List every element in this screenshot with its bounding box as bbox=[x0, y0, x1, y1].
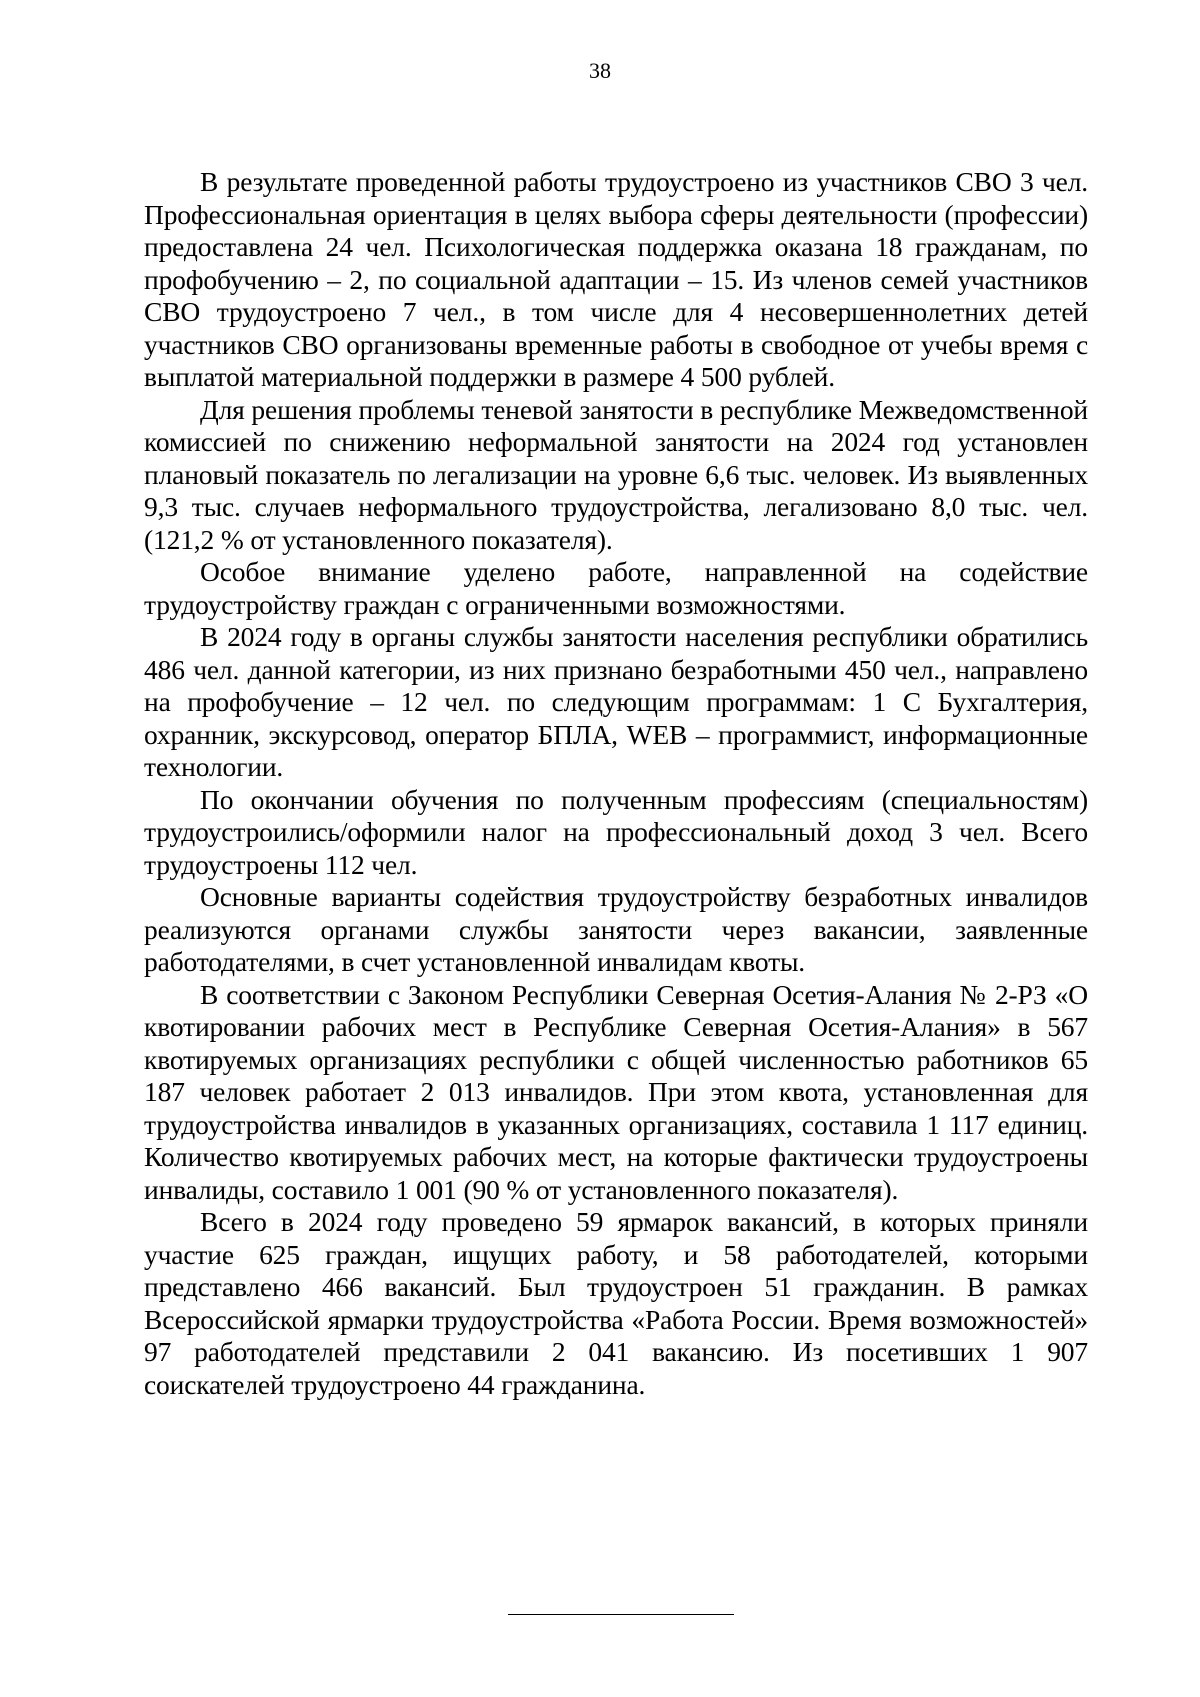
page-number: 38 bbox=[589, 58, 611, 83]
paragraph-training-results: По окончании обучения по полученным профессиям (специальностям) трудоустроились/оформили налог на профессиональный доход 3 чел. Всего трудоустроены 112 чел. bbox=[144, 783, 1088, 880]
paragraph-quota-law: В соответствии с Законом Республики Северная Осетия-Алания № 2-РЗ «О квотировании рабочих мест в Республике Северная Осетия-Алания» в 567 квотируемых организациях республики с общей численностью работников 65 187 человек работает 2 013 инвалидов. При этом квота, установленная для трудоустройства инвалидов в указанных организациях, составила 1 117 единиц. Количество квотируемых рабочих мест, на которые фактически трудоустроены инвалиды, составило 1 001 (90 % от установленного показателя). bbox=[144, 978, 1088, 1205]
paragraph-informal-employment: Для решения проблемы теневой занятости в республике Межведомственной комиссией по снижению неформальной занятости на 2024 год установлен плановый показатель по легализации на уровне 6,6 тыс. человек. Из выявленных 9,3 тыс. случаев неформального трудоустройства, легализовано 8,0 тыс. чел. (121,2 % от установленного показателя). bbox=[144, 393, 1088, 555]
paragraph-job-fairs: Всего в 2024 году проведено 59 ярмарок вакансий, в которых приняли участие 625 граждан, ищущих работу, и 58 работодателей, которыми представлено 466 вакансий. Был трудоустроен 51 гражданин. В рамках Всероссийской ярмарки трудоустройства «Работа России. Время возможностей» 97 работодателей представили 2 041 вакансию. Из посетивших 1 907 соискателей трудоустроено 44 гражданина. bbox=[144, 1206, 1088, 1400]
document-body bbox=[144, 166, 1088, 1401]
closing-divider-line bbox=[508, 1614, 734, 1615]
paragraph-assistance-options: Основные варианты содействия трудоустройству безработных инвалидов реализуются органами службы занятости через вакансии, заявленные работодателями, в счет установленной инвалидам квоты. bbox=[144, 881, 1088, 977]
paragraph-2024-applicants: В 2024 году в органы службы занятости населения республики обратились 486 чел. данной категории, из них признано безработными 450 чел., направлено на профобучение – 12 чел. по следующим программам: 1 С Бухгалтерия, охранник, экскурсовод, оператор БПЛА, WEB – программист, информационные технологии. bbox=[144, 621, 1088, 782]
paragraph-svo-employment: В результате проведенной работы трудоустроено из участников СВО 3 чел. Профессиональная ориентация в целях выбора сферы деятельности (профессии) предоставлена 24 чел. Психологическая поддержка оказана 18 гражданам, по профобучению – 2, по социальной адаптации – 15. Из членов семей участников СВО трудоустроено 7 чел., в том числе для 4 несовершеннолетних детей участников СВО организованы временные работы в свободное от учебы время с выплатой материальной поддержки в размере 4 500 рублей. bbox=[144, 166, 1088, 392]
paragraph-disabled-focus: Особое внимание уделено работе, направленной на содействие трудоустройству граждан с ограниченными возможностями. bbox=[144, 556, 1088, 620]
